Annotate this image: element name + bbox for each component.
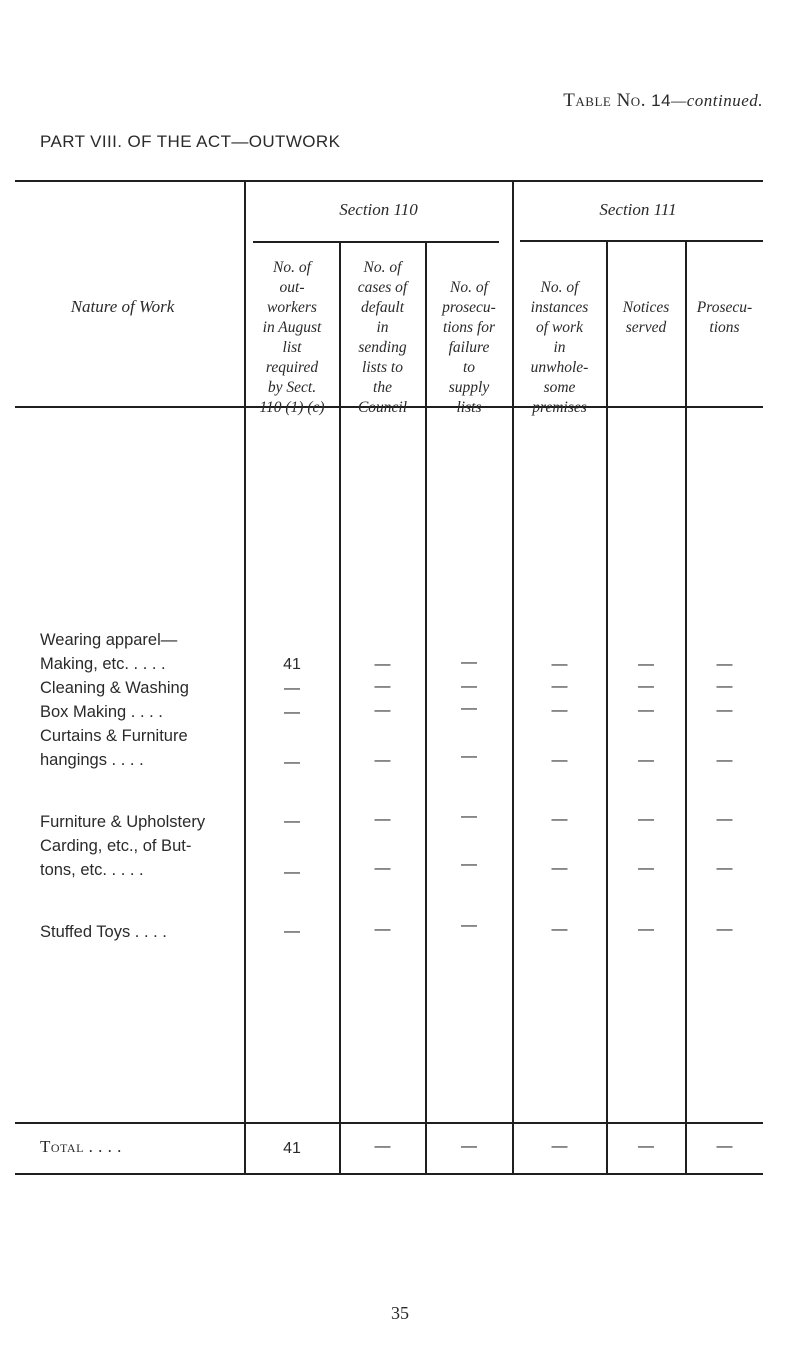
table-number-label: Table No.	[563, 90, 646, 111]
cell-value: —	[638, 702, 654, 719]
cell-value: —	[638, 678, 654, 695]
row-label: Making, etc. . . . .	[40, 655, 166, 673]
cell-value: —	[638, 656, 654, 673]
cell-value: —	[638, 811, 654, 828]
section-110-rule	[253, 241, 499, 243]
cell-value: —	[461, 808, 477, 825]
cell-value: —	[374, 752, 391, 769]
cell-value: —	[284, 754, 300, 771]
cell-value: —	[374, 678, 391, 695]
cell-value: —	[284, 680, 300, 697]
group-label-wearing-apparel: Wearing apparel—	[40, 631, 178, 649]
total-label: Total . . . .	[40, 1137, 122, 1156]
header-cases-of-default: No. of cases of default in sending lists to the Council	[357, 259, 408, 416]
cell-value: —	[461, 654, 477, 671]
cell-value: —	[716, 811, 733, 828]
cell-value: —	[284, 704, 300, 721]
cell-value: —	[716, 921, 733, 938]
header-outworkers: No. of out- workers in August list required by Sect. 110 (1) (c)	[259, 259, 325, 416]
cell-value: —	[716, 702, 733, 719]
row-label: Furniture & Upholstery	[40, 813, 206, 831]
page-header	[563, 90, 763, 112]
row-label: Box Making . . . .	[40, 703, 163, 721]
cell-value: 41	[283, 656, 301, 673]
cell-value: —	[374, 702, 391, 719]
row-label: Carding, etc., of But- tons, etc. . . . .	[40, 837, 192, 879]
section-110-title: Section 110	[339, 200, 418, 219]
cell-value: —	[461, 678, 477, 695]
cell-value: —	[374, 921, 391, 938]
header-prosecutions-for-failure: No. of prosecu- tions for failure to supply lists	[442, 279, 496, 416]
total-value: 41	[283, 1140, 301, 1157]
cell-value: —	[551, 921, 568, 938]
cell-value: —	[284, 923, 300, 940]
table-top-rule	[15, 180, 763, 182]
table-bottom-rule	[15, 1173, 763, 1175]
continued-label: —continued.	[671, 91, 763, 110]
cell-value: —	[716, 752, 733, 769]
cell-value: —	[716, 860, 733, 877]
header-instances-of-work: No. of instances of work in unwhole- some premises	[530, 279, 589, 416]
row-label: Curtains & Furniture hangings . . . .	[40, 727, 188, 769]
cell-value: —	[374, 860, 391, 877]
cell-value: —	[551, 656, 568, 673]
header-notices-served: Notices served	[622, 299, 670, 336]
cell-value: —	[374, 811, 391, 828]
total-value: —	[461, 1138, 477, 1155]
total-value: —	[716, 1138, 733, 1155]
table-number: 14	[651, 91, 672, 110]
nature-of-work-header: Nature of Work	[70, 297, 175, 316]
cell-value: —	[461, 917, 477, 934]
total-value: —	[638, 1138, 654, 1155]
cell-value: —	[638, 921, 654, 938]
cell-value: —	[284, 813, 300, 830]
section-111-rule	[520, 240, 763, 242]
part-title: PART VIII. OF THE ACT—OUTWORK	[40, 132, 341, 151]
cell-value: —	[551, 860, 568, 877]
cell-value: —	[551, 811, 568, 828]
total-value: —	[551, 1138, 568, 1155]
total-value: —	[374, 1138, 391, 1155]
row-label: Stuffed Toys . . . .	[40, 923, 167, 941]
section-111-title: Section 111	[599, 200, 677, 219]
cell-value: —	[374, 656, 391, 673]
cell-value: —	[461, 748, 477, 765]
cell-value: —	[638, 860, 654, 877]
row-label: Cleaning & Washing	[40, 679, 189, 697]
cell-value: —	[716, 656, 733, 673]
cell-value: —	[716, 678, 733, 695]
body-bottom-rule	[15, 1122, 763, 1124]
cell-value: —	[551, 752, 568, 769]
page-number: 35	[391, 1303, 409, 1323]
cell-value: —	[461, 856, 477, 873]
cell-value: —	[461, 700, 477, 717]
cell-value: —	[551, 702, 568, 719]
cell-value: —	[638, 752, 654, 769]
cell-value: —	[284, 864, 300, 881]
cell-value: —	[551, 678, 568, 695]
header-prosecutions: Prosecu- tions	[696, 299, 753, 336]
